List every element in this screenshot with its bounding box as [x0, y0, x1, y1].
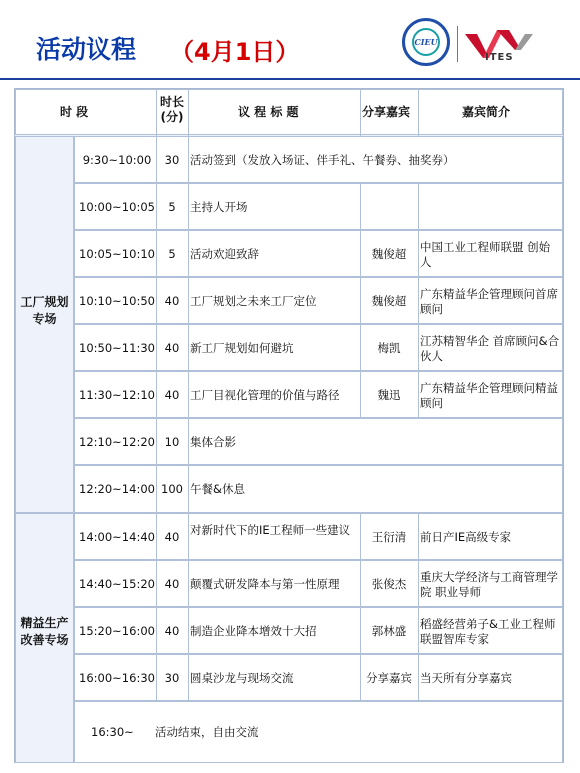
table-row [74, 324, 563, 371]
session-cell-lean-production [15, 513, 74, 763]
table-row [74, 513, 563, 560]
row-bio: 江苏精智华企 首席顾问&合伙人 [420, 334, 560, 363]
row-bio: 前日产IE高级专家 [420, 530, 512, 544]
row-time: 15:20~16:00 [79, 624, 155, 638]
row-speaker: 魏俊超 [371, 247, 407, 261]
row-speaker: 分享嘉宾 [366, 671, 412, 685]
row-topic: 活动欢迎致辞 [190, 247, 259, 261]
header-time: 时 段 [60, 105, 89, 119]
row-topic: 颠覆式研发降本与第一性原理 [190, 577, 340, 591]
header-bio: 嘉宾简介 [462, 105, 511, 119]
row-bio: 广东精益华企管理顾问精益顾问 [420, 381, 558, 410]
row-bio: 重庆大学经济与工商管理学院 职业导师 [420, 570, 558, 599]
row-topic: 对新时代下的IE工程师一些建议 [190, 523, 351, 537]
table-row [74, 371, 563, 418]
row-duration: 40 [164, 341, 180, 355]
row-topic: 集体合影 [190, 435, 236, 449]
row-topic: 午餐&休息 [190, 482, 245, 496]
row-time: 10:00~10:05 [79, 200, 155, 214]
row-duration: 10 [164, 435, 180, 449]
row-speaker: 梅凯 [377, 341, 401, 355]
row-time: 10:05~10:10 [79, 247, 155, 261]
table-row [74, 183, 563, 230]
row-duration: 40 [164, 530, 180, 544]
header-duration: 时长 (分) [159, 95, 184, 124]
row-topic: 活动签到（发放入场证、伴手礼、午餐券、抽奖券） [190, 153, 455, 167]
row-time: 14:40~15:20 [79, 577, 155, 591]
session-label-lean-production: 精益生产 改善专场 [20, 616, 69, 647]
closing-text: 活动结束，自由交流 [155, 725, 259, 739]
table-row [74, 654, 563, 701]
header-topic: 议 程 标 题 [238, 105, 299, 119]
table-row [74, 277, 563, 324]
row-bio: 中国工业工程师联盟 创始人 [420, 240, 551, 269]
session-cell-factory-planning [15, 136, 74, 513]
row-time: 16:00~16:30 [79, 671, 155, 685]
row-bio: 广东精益华企管理顾问首席顾问 [420, 287, 558, 316]
row-duration: 5 [168, 200, 176, 214]
row-time: 12:20~14:00 [79, 482, 155, 496]
row-bio: 当天所有分享嘉宾 [420, 671, 512, 685]
table-row [74, 418, 563, 465]
logo-divider [457, 26, 458, 62]
row-speaker: 王衍清 [371, 530, 407, 544]
row-duration: 5 [168, 247, 176, 261]
closing-time: 16:30~ [91, 725, 134, 739]
row-duration: 40 [164, 294, 180, 308]
row-speaker: 张俊杰 [371, 577, 407, 591]
table-row [74, 230, 563, 277]
row-time: 12:10~12:20 [79, 435, 155, 449]
row-topic: 工厂规划之未来工厂定位 [190, 294, 317, 308]
row-time: 10:50~11:30 [79, 341, 155, 355]
row-speaker: 魏迅 [377, 388, 401, 402]
row-topic: 制造企业降本增效十大招 [190, 624, 317, 638]
row-duration: 40 [164, 624, 180, 638]
closing-row [74, 701, 563, 763]
table-header-row [15, 89, 563, 135]
session-label-factory-planning: 工厂规划 专场 [20, 295, 69, 326]
row-time: 11:30~12:10 [79, 388, 155, 402]
row-duration: 30 [164, 671, 180, 685]
ites-logo-text: ITES [485, 52, 514, 63]
row-topic: 圆桌沙龙与现场交流 [190, 671, 294, 685]
row-topic: 新工厂规划如何避坑 [190, 341, 294, 355]
row-time: 14:00~14:40 [79, 530, 155, 544]
row-topic: 工厂目视化管理的价值与路径 [190, 388, 340, 402]
page-date: （4月1日） [170, 38, 300, 66]
row-duration: 40 [164, 577, 180, 591]
row-duration: 100 [161, 482, 183, 496]
row-time: 10:10~10:50 [79, 294, 155, 308]
row-speaker: 魏俊超 [371, 294, 407, 308]
table-row [74, 465, 563, 513]
row-duration: 40 [164, 388, 180, 402]
row-speaker: 郭林盛 [371, 624, 407, 638]
row-topic: 主持人开场 [190, 200, 248, 214]
table-row [74, 607, 563, 654]
cieu-logo-icon: CIEU [402, 18, 450, 66]
table-row [74, 136, 563, 183]
page-title: 活动议程 [36, 35, 137, 64]
agenda-table [14, 88, 564, 763]
row-duration: 30 [164, 153, 180, 167]
row-bio: 稻盛经营弟子&工业工程师联盟智库专家 [420, 617, 556, 646]
row-time: 9:30~10:00 [82, 153, 152, 167]
table-row [74, 560, 563, 607]
header-speaker: 分享嘉宾 [362, 105, 411, 119]
header-rule [0, 78, 580, 80]
page-header [0, 0, 580, 78]
